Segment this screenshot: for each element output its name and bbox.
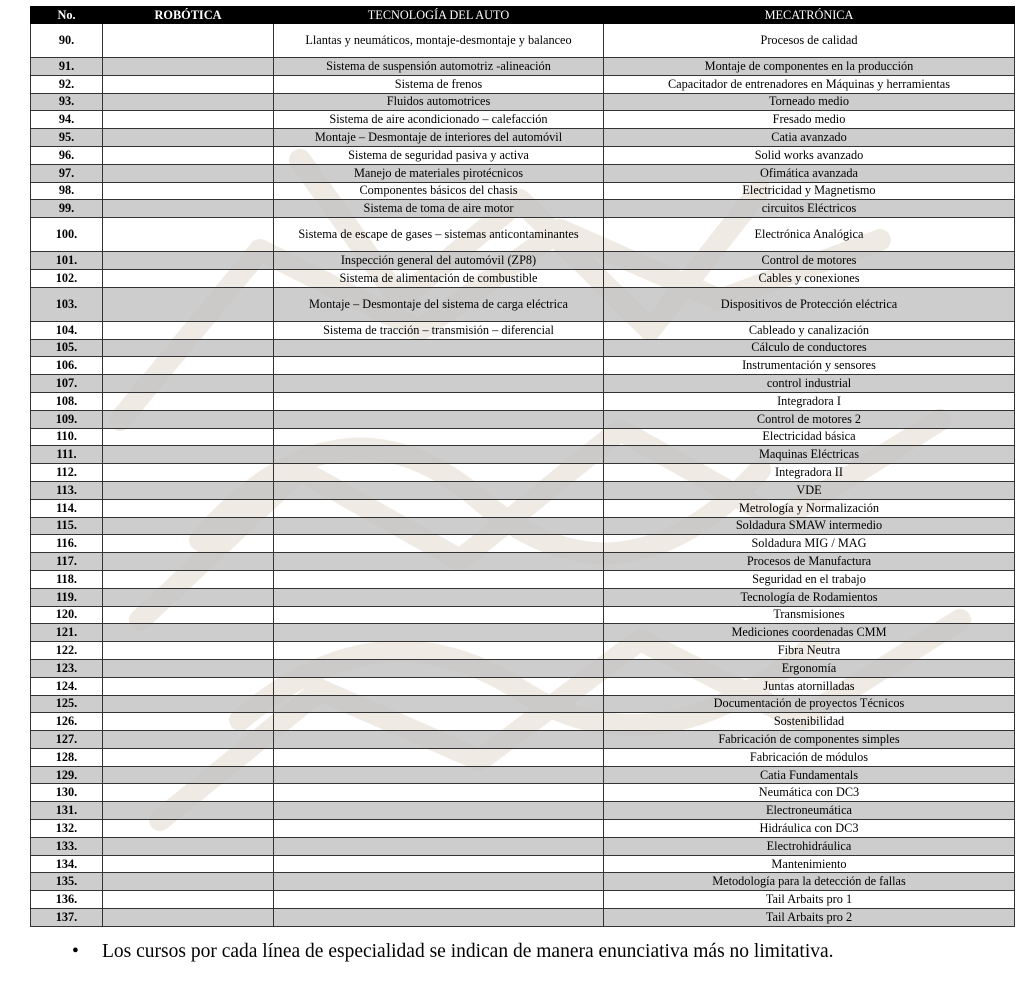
robotica-cell <box>103 624 274 642</box>
robotica-cell <box>103 802 274 820</box>
table-row <box>31 481 1015 499</box>
mecatronica-cell: Integradora I <box>604 392 1015 410</box>
tecnologia-cell <box>274 499 604 517</box>
table-row <box>31 731 1015 749</box>
tecnologia-cell <box>274 553 604 571</box>
row-number: 99. <box>31 200 103 218</box>
robotica-cell <box>103 499 274 517</box>
table-row <box>31 784 1015 802</box>
mecatronica-cell: Procesos de Manufactura <box>604 553 1015 571</box>
mecatronica-cell: control industrial <box>604 375 1015 393</box>
mecatronica-cell: Sostenibilidad <box>604 713 1015 731</box>
robotica-cell <box>103 164 274 182</box>
mecatronica-cell: Torneado medio <box>604 93 1015 111</box>
robotica-cell <box>103 517 274 535</box>
mecatronica-cell: Fabricación de módulos <box>604 748 1015 766</box>
mecatronica-cell: Tecnología de Rodamientos <box>604 588 1015 606</box>
row-number: 135. <box>31 873 103 891</box>
tecnologia-cell <box>274 410 604 428</box>
robotica-cell <box>103 873 274 891</box>
mecatronica-cell: Cálculo de conductores <box>604 339 1015 357</box>
mecatronica-cell: circuitos Eléctricos <box>604 200 1015 218</box>
robotica-cell <box>103 252 274 270</box>
tecnologia-cell <box>274 339 604 357</box>
row-number: 93. <box>31 93 103 111</box>
row-number: 91. <box>31 58 103 76</box>
table-row <box>31 200 1015 218</box>
row-number: 132. <box>31 820 103 838</box>
tecnologia-cell: Sistema de toma de aire motor <box>274 200 604 218</box>
mecatronica-cell: Capacitador de entrenadores en Máquinas y herramientas <box>604 75 1015 93</box>
tecnologia-cell <box>274 535 604 553</box>
tecnologia-cell <box>274 695 604 713</box>
tecnologia-cell <box>274 375 604 393</box>
mecatronica-cell: Dispositivos de Protección eléctrica <box>604 287 1015 321</box>
header-robotica: ROBÓTICA <box>103 7 274 24</box>
mecatronica-cell: Cableado y canalización <box>604 321 1015 339</box>
robotica-cell <box>103 200 274 218</box>
row-number: 124. <box>31 677 103 695</box>
mecatronica-cell: Electricidad y Magnetismo <box>604 182 1015 200</box>
robotica-cell <box>103 553 274 571</box>
table-row <box>31 269 1015 287</box>
tecnologia-cell <box>274 766 604 784</box>
robotica-cell <box>103 269 274 287</box>
mecatronica-cell: Ofimática avanzada <box>604 164 1015 182</box>
row-number: 106. <box>31 357 103 375</box>
row-number: 115. <box>31 517 103 535</box>
robotica-cell <box>103 93 274 111</box>
mecatronica-cell: Soldadura MIG / MAG <box>604 535 1015 553</box>
tecnologia-cell <box>274 446 604 464</box>
robotica-cell <box>103 375 274 393</box>
robotica-cell <box>103 75 274 93</box>
row-number: 114. <box>31 499 103 517</box>
tecnologia-cell <box>274 820 604 838</box>
header-tecnologia: TECNOLOGÍA DEL AUTO <box>274 7 604 24</box>
table-row <box>31 146 1015 164</box>
table-header-row <box>31 7 1015 24</box>
robotica-cell <box>103 321 274 339</box>
mecatronica-cell: Maquinas Eléctricas <box>604 446 1015 464</box>
table-row <box>31 287 1015 321</box>
robotica-cell <box>103 891 274 909</box>
robotica-cell <box>103 606 274 624</box>
tecnologia-cell: Inspección general del automóvil (ZP8) <box>274 252 604 270</box>
table-row <box>31 748 1015 766</box>
row-number: 108. <box>31 392 103 410</box>
mecatronica-cell: Fabricación de componentes simples <box>604 731 1015 749</box>
row-number: 92. <box>31 75 103 93</box>
robotica-cell <box>103 659 274 677</box>
robotica-cell <box>103 446 274 464</box>
table-row <box>31 357 1015 375</box>
bullet-icon: • <box>72 941 79 962</box>
mecatronica-cell: Metrología y Normalización <box>604 499 1015 517</box>
table-row <box>31 677 1015 695</box>
robotica-cell <box>103 392 274 410</box>
robotica-cell <box>103 820 274 838</box>
tecnologia-cell <box>274 677 604 695</box>
row-number: 111. <box>31 446 103 464</box>
row-number: 118. <box>31 570 103 588</box>
robotica-cell <box>103 642 274 660</box>
robotica-cell <box>103 218 274 252</box>
tecnologia-cell <box>274 659 604 677</box>
tecnologia-cell: Llantas y neumáticos, montaje-desmontaje y balanceo <box>274 24 604 58</box>
table-row <box>31 93 1015 111</box>
mecatronica-cell: Catia Fundamentals <box>604 766 1015 784</box>
mecatronica-cell: Seguridad en el trabajo <box>604 570 1015 588</box>
row-number: 96. <box>31 146 103 164</box>
tecnologia-cell <box>274 731 604 749</box>
robotica-cell <box>103 428 274 446</box>
robotica-cell <box>103 481 274 499</box>
robotica-cell <box>103 146 274 164</box>
mecatronica-cell: Documentación de proyectos Técnicos <box>604 695 1015 713</box>
mecatronica-cell: Mantenimiento <box>604 855 1015 873</box>
robotica-cell <box>103 357 274 375</box>
row-number: 105. <box>31 339 103 357</box>
robotica-cell <box>103 129 274 147</box>
row-number: 128. <box>31 748 103 766</box>
table-row <box>31 766 1015 784</box>
mecatronica-cell: Metodología para la detección de fallas <box>604 873 1015 891</box>
header-no: No. <box>31 7 103 24</box>
row-number: 113. <box>31 481 103 499</box>
table-row <box>31 499 1015 517</box>
tecnologia-cell: Sistema de suspensión automotriz -alineación <box>274 58 604 76</box>
footnote-text: Los cursos por cada línea de especialidad se indican de manera enunciativa más no limitativa. <box>102 941 834 962</box>
row-number: 131. <box>31 802 103 820</box>
table-row <box>31 606 1015 624</box>
mecatronica-cell: Electricidad básica <box>604 428 1015 446</box>
table-row <box>31 553 1015 571</box>
tecnologia-cell: Manejo de materiales pirotécnicos <box>274 164 604 182</box>
row-number: 120. <box>31 606 103 624</box>
mecatronica-cell: Transmisiones <box>604 606 1015 624</box>
robotica-cell <box>103 570 274 588</box>
tecnologia-cell: Sistema de escape de gases – sistemas anticontaminantes <box>274 218 604 252</box>
tecnologia-cell <box>274 748 604 766</box>
mecatronica-cell: Control de motores 2 <box>604 410 1015 428</box>
table-row <box>31 517 1015 535</box>
robotica-cell <box>103 410 274 428</box>
tecnologia-cell <box>274 909 604 927</box>
row-number: 130. <box>31 784 103 802</box>
header-mecatronica: MECATRÓNICA <box>604 7 1015 24</box>
row-number: 126. <box>31 713 103 731</box>
mecatronica-cell: Montaje de componentes en la producción <box>604 58 1015 76</box>
tecnologia-cell <box>274 784 604 802</box>
row-number: 136. <box>31 891 103 909</box>
table-row <box>31 713 1015 731</box>
mecatronica-cell: Juntas atornilladas <box>604 677 1015 695</box>
table-row <box>31 111 1015 129</box>
mecatronica-cell: Control de motores <box>604 252 1015 270</box>
row-number: 121. <box>31 624 103 642</box>
tecnologia-cell <box>274 392 604 410</box>
table-row <box>31 182 1015 200</box>
mecatronica-cell: Instrumentación y sensores <box>604 357 1015 375</box>
row-number: 117. <box>31 553 103 571</box>
table-row <box>31 588 1015 606</box>
mecatronica-cell: Cables y conexiones <box>604 269 1015 287</box>
tecnologia-cell: Fluidos automotrices <box>274 93 604 111</box>
tecnologia-cell: Sistema de alimentación de combustible <box>274 269 604 287</box>
robotica-cell <box>103 339 274 357</box>
tecnologia-cell <box>274 873 604 891</box>
table-row <box>31 624 1015 642</box>
mecatronica-cell: Electroneumática <box>604 802 1015 820</box>
table-row <box>31 855 1015 873</box>
tecnologia-cell: Sistema de seguridad pasiva y activa <box>274 146 604 164</box>
course-table <box>30 6 1015 927</box>
tecnologia-cell: Sistema de tracción – transmisión – diferencial <box>274 321 604 339</box>
tecnologia-cell: Montaje – Desmontaje de interiores del automóvil <box>274 129 604 147</box>
robotica-cell <box>103 182 274 200</box>
table-row <box>31 820 1015 838</box>
row-number: 119. <box>31 588 103 606</box>
robotica-cell <box>103 855 274 873</box>
row-number: 107. <box>31 375 103 393</box>
robotica-cell <box>103 535 274 553</box>
table-row <box>31 375 1015 393</box>
tecnologia-cell <box>274 588 604 606</box>
tecnologia-cell <box>274 642 604 660</box>
table-row <box>31 218 1015 252</box>
robotica-cell <box>103 58 274 76</box>
row-number: 90. <box>31 24 103 58</box>
row-number: 95. <box>31 129 103 147</box>
robotica-cell <box>103 748 274 766</box>
tecnologia-cell <box>274 624 604 642</box>
row-number: 94. <box>31 111 103 129</box>
mecatronica-cell: Catia avanzado <box>604 129 1015 147</box>
table-row <box>31 909 1015 927</box>
table-row <box>31 535 1015 553</box>
table-row <box>31 659 1015 677</box>
robotica-cell <box>103 287 274 321</box>
row-number: 100. <box>31 218 103 252</box>
mecatronica-cell: Solid works avanzado <box>604 146 1015 164</box>
tecnologia-cell: Sistema de frenos <box>274 75 604 93</box>
robotica-cell <box>103 24 274 58</box>
table-row <box>31 392 1015 410</box>
row-number: 116. <box>31 535 103 553</box>
table-row <box>31 24 1015 58</box>
robotica-cell <box>103 111 274 129</box>
tecnologia-cell <box>274 517 604 535</box>
table-row <box>31 339 1015 357</box>
mecatronica-cell: VDE <box>604 481 1015 499</box>
tecnologia-cell <box>274 891 604 909</box>
tecnologia-cell <box>274 428 604 446</box>
row-number: 101. <box>31 252 103 270</box>
robotica-cell <box>103 837 274 855</box>
mecatronica-cell: Soldadura SMAW intermedio <box>604 517 1015 535</box>
row-number: 104. <box>31 321 103 339</box>
table-row <box>31 129 1015 147</box>
mecatronica-cell: Tail Arbaits pro 2 <box>604 909 1015 927</box>
mecatronica-cell: Hidráulica con DC3 <box>604 820 1015 838</box>
table-row <box>31 58 1015 76</box>
footnote <box>72 941 834 963</box>
tecnologia-cell <box>274 837 604 855</box>
mecatronica-cell: Electrohidráulica <box>604 837 1015 855</box>
row-number: 112. <box>31 464 103 482</box>
tecnologia-cell <box>274 802 604 820</box>
table-row <box>31 642 1015 660</box>
table-row <box>31 428 1015 446</box>
tecnologia-cell: Componentes básicos del chasis <box>274 182 604 200</box>
tecnologia-cell <box>274 606 604 624</box>
row-number: 98. <box>31 182 103 200</box>
robotica-cell <box>103 909 274 927</box>
tecnologia-cell <box>274 570 604 588</box>
row-number: 133. <box>31 837 103 855</box>
tecnologia-cell <box>274 464 604 482</box>
tecnologia-cell <box>274 357 604 375</box>
mecatronica-cell: Electrónica Analógica <box>604 218 1015 252</box>
table-row <box>31 252 1015 270</box>
mecatronica-cell: Tail Arbaits pro 1 <box>604 891 1015 909</box>
table-row <box>31 873 1015 891</box>
robotica-cell <box>103 677 274 695</box>
table-row <box>31 75 1015 93</box>
mecatronica-cell: Fresado medio <box>604 111 1015 129</box>
robotica-cell <box>103 713 274 731</box>
mecatronica-cell: Fibra Neutra <box>604 642 1015 660</box>
table-row <box>31 802 1015 820</box>
row-number: 102. <box>31 269 103 287</box>
mecatronica-cell: Mediciones coordenadas CMM <box>604 624 1015 642</box>
row-number: 109. <box>31 410 103 428</box>
row-number: 125. <box>31 695 103 713</box>
robotica-cell <box>103 731 274 749</box>
table-row <box>31 695 1015 713</box>
robotica-cell <box>103 588 274 606</box>
row-number: 137. <box>31 909 103 927</box>
robotica-cell <box>103 784 274 802</box>
tecnologia-cell: Sistema de aire acondicionado – calefacción <box>274 111 604 129</box>
table-row <box>31 464 1015 482</box>
table-row <box>31 837 1015 855</box>
table-row <box>31 321 1015 339</box>
tecnologia-cell <box>274 713 604 731</box>
mecatronica-cell: Procesos de calidad <box>604 24 1015 58</box>
row-number: 97. <box>31 164 103 182</box>
robotica-cell <box>103 464 274 482</box>
table-row <box>31 570 1015 588</box>
table-row <box>31 891 1015 909</box>
robotica-cell <box>103 695 274 713</box>
mecatronica-cell: Integradora II <box>604 464 1015 482</box>
mecatronica-cell: Ergonomía <box>604 659 1015 677</box>
row-number: 103. <box>31 287 103 321</box>
row-number: 110. <box>31 428 103 446</box>
mecatronica-cell: Neumática con DC3 <box>604 784 1015 802</box>
robotica-cell <box>103 766 274 784</box>
row-number: 123. <box>31 659 103 677</box>
row-number: 122. <box>31 642 103 660</box>
tecnologia-cell <box>274 481 604 499</box>
table-row <box>31 164 1015 182</box>
row-number: 129. <box>31 766 103 784</box>
row-number: 134. <box>31 855 103 873</box>
row-number: 127. <box>31 731 103 749</box>
table-row <box>31 446 1015 464</box>
table-row <box>31 410 1015 428</box>
tecnologia-cell: Montaje – Desmontaje del sistema de carga eléctrica <box>274 287 604 321</box>
tecnologia-cell <box>274 855 604 873</box>
